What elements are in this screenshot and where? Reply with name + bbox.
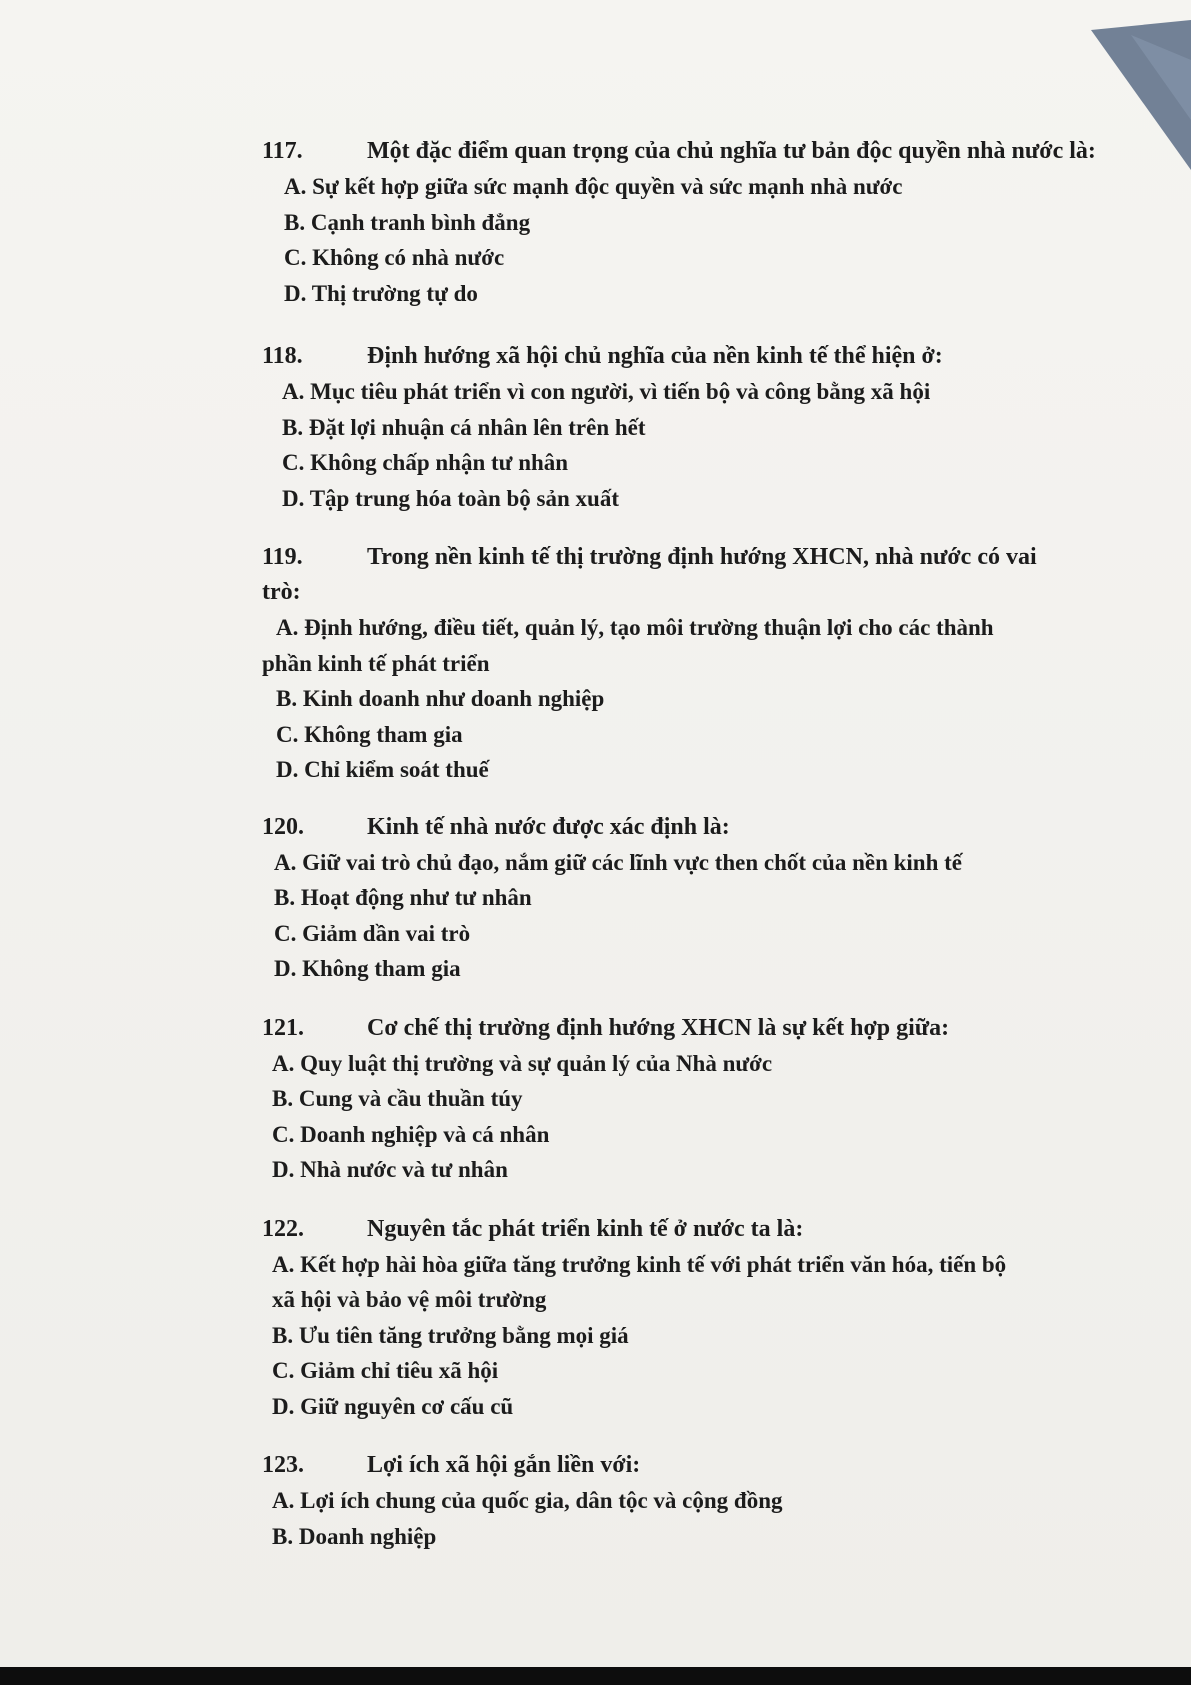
question-number: 123. (262, 1452, 304, 1478)
option-d: D. Thị trường tự do (284, 280, 478, 306)
option-b: B. Đặt lợi nhuận cá nhân lên trên hết (282, 414, 646, 440)
question-list (262, 134, 1142, 1576)
question-number: 122. (262, 1215, 304, 1242)
option-b: B. Cung và cầu thuần túy (272, 1086, 523, 1111)
option-a: A. Quy luật thị trường và sự quản lý của Nhà nước (272, 1050, 773, 1076)
option-c: C. Giảm chỉ tiêu xã hội (272, 1358, 499, 1383)
question-text-continued: trò: (262, 579, 301, 605)
question-117 (262, 134, 1142, 311)
option-a: A. Lợi ích chung của quốc gia, dân tộc và cộng đồng (272, 1488, 783, 1513)
question-text: Một đặc điểm quan trọng của chủ nghĩa tư bản độc quyền nhà nước là: (367, 138, 1096, 164)
question-118 (262, 339, 1142, 516)
option-d: D. Tập trung hóa toàn bộ sản xuất (282, 485, 620, 511)
option-d: D. Chỉ kiểm soát thuế (276, 757, 489, 782)
option-d: D. Nhà nước và tư nhân (272, 1157, 508, 1182)
option-b: B. Ưu tiên tăng trưởng bằng mọi giá (272, 1322, 629, 1348)
question-text: Cơ chế thị trường định hướng XHCN là sự kết hợp giữa: (367, 1014, 950, 1041)
scan-bottom-edge (0, 1667, 1191, 1685)
option-a: A. Giữ vai trò chủ đạo, nắm giữ các lĩnh vực then chốt của nền kinh tế (274, 849, 963, 875)
question-text: Kinh tế nhà nước được xác định là: (367, 813, 730, 840)
option-a: A. Mục tiêu phát triển vì con người, vì tiến bộ và công bằng xã hội (282, 379, 931, 404)
option-b: B. Kinh doanh như doanh nghiệp (276, 686, 605, 711)
question-number: 120. (262, 813, 304, 840)
question-119 (262, 540, 1142, 788)
question-121 (262, 1011, 1142, 1188)
option-b: B. Cạnh tranh bình đẳng (284, 209, 531, 235)
option-c: C. Không tham gia (276, 721, 463, 747)
question-120 (262, 810, 1142, 987)
option-a: A. Kết hợp hài hòa giữa tăng trưởng kinh tế với phát triển văn hóa, tiến bộ (272, 1251, 1007, 1277)
option-a: A. Sự kết hợp giữa sức mạnh độc quyền và sức mạnh nhà nước (284, 174, 903, 199)
option-b: B. Hoạt động như tư nhân (274, 885, 532, 910)
option-b: B. Doanh nghiệp (272, 1523, 437, 1549)
option-d: D. Không tham gia (274, 956, 461, 981)
question-123 (262, 1448, 1142, 1554)
question-number: 117. (262, 138, 303, 164)
option-d: D. Giữ nguyên cơ cấu cũ (272, 1393, 514, 1419)
option-c: C. Giảm dần vai trò (274, 920, 471, 946)
option-c: C. Không có nhà nước (284, 245, 505, 270)
question-number: 118. (262, 343, 303, 369)
question-text: Nguyên tắc phát triển kinh tế ở nước ta là: (367, 1215, 804, 1242)
question-text: Định hướng xã hội chủ nghĩa của nền kinh tế thể hiện ở: (367, 343, 943, 369)
option-c: C. Doanh nghiệp và cá nhân (272, 1121, 550, 1147)
question-122 (262, 1212, 1142, 1425)
question-number: 121. (262, 1014, 304, 1041)
question-number: 119. (262, 544, 303, 570)
question-text: Lợi ích xã hội gắn liền với: (367, 1452, 641, 1478)
option-c: C. Không chấp nhận tư nhân (282, 450, 569, 475)
option-a-continued: phần kinh tế phát triển (262, 650, 490, 676)
option-a: A. Định hướng, điều tiết, quản lý, tạo môi trường thuận lợi cho các thành (276, 615, 994, 640)
question-text: Trong nền kinh tế thị trường định hướng XHCN, nhà nước có vai (367, 544, 1037, 570)
option-a-continued: xã hội và bảo vệ môi trường (272, 1287, 547, 1312)
